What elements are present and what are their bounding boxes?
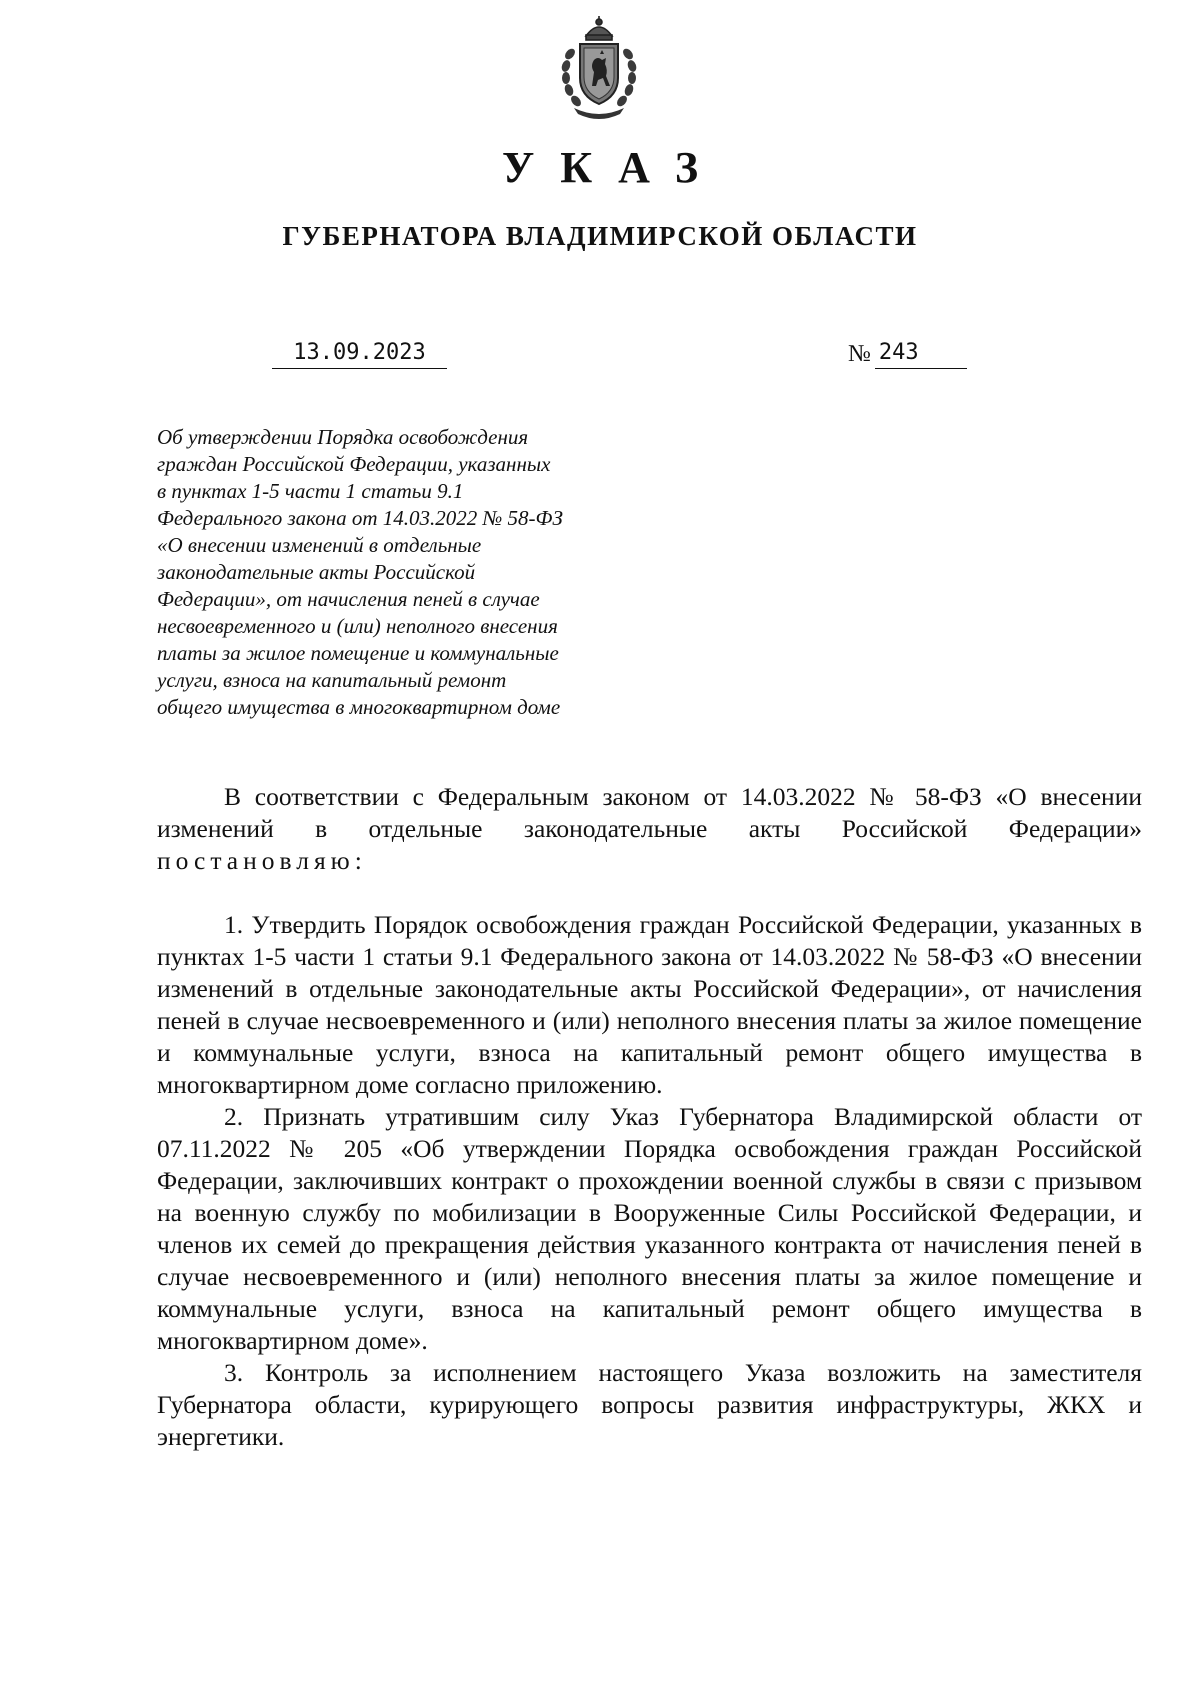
decree-body (157, 781, 1142, 1453)
decree-item-2: 2. Признать утратившим силу Указ Губернатора Владимирской области от 07.11.2022 № 205 «Об утверждении Порядка освобождения граждан Российской Федерации, заключивших контракт о прохождении военной службы в связи с призывом на военную службу по мобилизации в Вооруженные Силы Российской Федерации, и членов их семей до прекращения действия указанного контракта от начисления пеней в случае несвоевременного и (или) неполного внесения платы за жилое помещение и коммунальные услуги, взноса на капитальный ремонт общего имущества в многоквартирном доме». (157, 1102, 1142, 1355)
document-subtitle: ГУБЕРНАТОРА ВЛАДИМИРСКОЙ ОБЛАСТИ (282, 221, 918, 251)
decree-word: постановляю: (157, 846, 367, 875)
decree-item-1: 1. Утвердить Порядок освобождения граждан Российской Федерации, указанных в пунктах 1-5 части 1 статьи 9.1 Федерального закона от 14.03.2022 № 58-ФЗ «О внесении изменений в отдельные законодательные акты Российской Федерации», от начисления пеней в случае несвоевременного и (или) неполного внесения платы за жилое помещение и коммунальные услуги, взноса на капитальный ремонт общего имущества в многоквартирном доме согласно приложению. (157, 910, 1142, 1099)
coat-of-arms-icon (556, 14, 642, 122)
preamble-text: В соответствии с Федеральным законом от 14.03.2022 № 58-ФЗ «О внесении изменений в отдельные законодательные акты Российской Федерации» (157, 782, 1142, 843)
document-title: УКАЗ (501, 143, 725, 192)
decree-item-3: 3. Контроль за исполнением настоящего Указа возложить на заместителя Губернатора области, курирующего вопросы развития инфраструктуры, ЖКХ и энергетики. (157, 1358, 1142, 1451)
decree-number: 243 (875, 338, 967, 369)
preamble-paragraph (157, 781, 1142, 877)
number-sign: № (848, 341, 871, 367)
decree-number-block (848, 338, 967, 369)
decree-date: 13.09.2023 (272, 338, 447, 369)
decree-heading: Об утверждении Порядка освобождения граждан Российской Федерации, указанных в пунктах 1-5 части 1 статьи 9.1 Федерального закона от 14.03.2022 № 58-ФЗ «О внесении изменений в отдельные законодательные акты Российской Федерации», от начисления пеней в случае несвоевременного и (или) неполного внесения платы за жилое помещение и коммунальные услуги, взноса на капитальный ремонт общего имущества в многоквартирном доме (157, 425, 563, 719)
